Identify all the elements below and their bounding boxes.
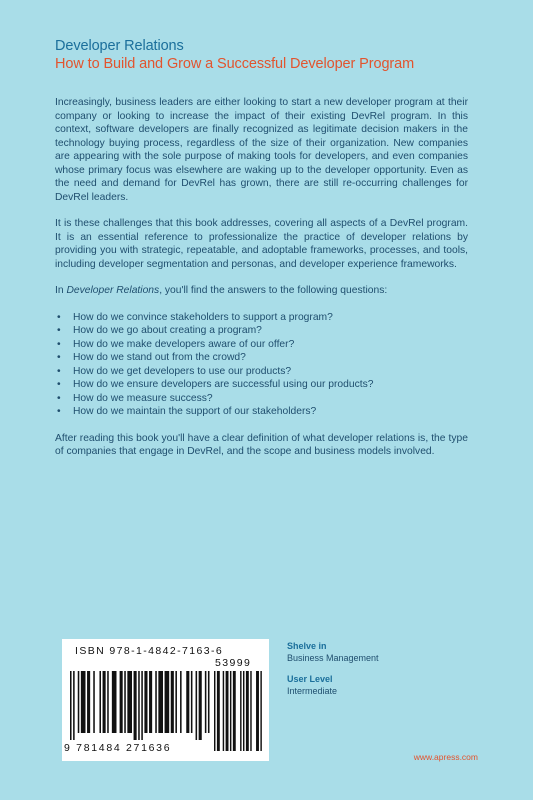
barcode-bar bbox=[138, 671, 140, 740]
user-level-value: Intermediate bbox=[287, 686, 338, 696]
barcode-bar bbox=[260, 671, 261, 751]
barcode-bar bbox=[233, 671, 236, 751]
bullet-icon: • bbox=[57, 311, 61, 323]
barcode-bar bbox=[230, 671, 231, 751]
questions-list bbox=[55, 311, 468, 419]
barcode-bar bbox=[87, 671, 90, 733]
barcode-bar bbox=[223, 671, 224, 751]
barcode-bar bbox=[191, 671, 193, 733]
question-text: How do we ensure developers are successful using our products? bbox=[73, 379, 374, 390]
barcode-bar bbox=[171, 671, 174, 733]
price-code: 53999 bbox=[215, 657, 252, 669]
bullet-icon: • bbox=[57, 406, 61, 417]
barcode-bar bbox=[196, 671, 198, 740]
ean-barcode-bars bbox=[70, 671, 210, 741]
shelving-info bbox=[287, 640, 379, 706]
barcode-bar bbox=[112, 671, 117, 733]
bullet-icon: • bbox=[57, 365, 61, 377]
barcode-bar bbox=[214, 671, 215, 751]
paragraph-1: Increasingly, business leaders are either looking to start a new developer program at their company or looking to increase the impact of their existing DevRel program. In this context, software developers are finally recognized as legitimate decision makers in the technology buying process, regardless of the size of their organization. New companies are appearing with the sole purpose of making tools for developers, and even companies whose primary focus was elsewhere are waking up to the developer opportunity. Even as the need and demand for DevRel has grown, there are still re-occurring challenges for DevRel leaders. bbox=[55, 97, 468, 203]
barcode-bar bbox=[144, 671, 147, 733]
barcode-bar bbox=[134, 671, 137, 740]
question-text: How do we stand out from the crowd? bbox=[73, 352, 246, 363]
list-item bbox=[55, 392, 468, 406]
barcode-bar bbox=[246, 671, 249, 751]
shelve-value: Business Management bbox=[287, 653, 379, 663]
question-text: How do we make developers aware of our offer? bbox=[73, 338, 295, 350]
barcode-bar bbox=[103, 671, 106, 733]
bullet-icon: • bbox=[57, 352, 61, 363]
barcode-bar bbox=[81, 671, 86, 733]
description bbox=[55, 96, 468, 472]
questions-intro-prefix: In bbox=[55, 285, 67, 296]
barcode-bar bbox=[217, 671, 220, 751]
barcode-bar bbox=[158, 671, 163, 733]
closing-paragraph: After reading this book you'll have a clear definition of what developer relations is, the type of companies that engage in DevRel, and the scope and business models involved. bbox=[55, 432, 468, 457]
question-text: How do we measure success? bbox=[73, 392, 213, 404]
barcode-bar bbox=[226, 671, 229, 751]
barcode-bar bbox=[141, 671, 143, 740]
barcode-bar bbox=[93, 671, 95, 733]
barcode-bar bbox=[250, 671, 251, 751]
addon-barcode-bars bbox=[214, 671, 262, 753]
bullet-icon: • bbox=[57, 379, 61, 390]
barcode-bar bbox=[120, 671, 123, 733]
list-item bbox=[55, 351, 468, 365]
paragraph-2: It is these challenges that this book addresses, covering all aspects of a DevRel program. It is an essential reference to professionalize the practice of developer relations by providing you with strategic, repeatable, and adoptable frameworks, processes, and tools, including developer segmentation and personas, and developer experience frameworks. bbox=[55, 218, 468, 270]
book-subtitle: How to Build and Grow a Successful Developer Program bbox=[55, 56, 415, 72]
barcode-bar bbox=[127, 671, 132, 733]
questions-intro-title: Developer Relations bbox=[66, 285, 160, 296]
barcode-bar bbox=[155, 671, 157, 733]
header bbox=[55, 38, 414, 73]
barcode-bar bbox=[99, 671, 101, 733]
list-item bbox=[55, 378, 468, 392]
barcode-digits: 9 781484 271636 bbox=[64, 742, 172, 754]
barcode-bar bbox=[149, 671, 152, 733]
barcode-bar bbox=[205, 671, 207, 733]
barcode-bar bbox=[175, 671, 177, 733]
barcode-bar bbox=[70, 671, 72, 740]
barcode-bar bbox=[243, 671, 244, 751]
list-item bbox=[55, 365, 468, 379]
barcode-bar bbox=[256, 671, 259, 751]
shelve-label: Shelve in bbox=[287, 641, 327, 651]
list-item bbox=[55, 405, 468, 419]
barcode-bar bbox=[186, 671, 189, 733]
bullet-icon: • bbox=[57, 325, 61, 336]
barcode-bar bbox=[165, 671, 170, 733]
barcode-bar bbox=[240, 671, 241, 751]
barcode-bar bbox=[180, 671, 182, 733]
list-item bbox=[55, 324, 468, 338]
questions-intro bbox=[55, 284, 468, 298]
isbn-text: ISBN 978-1-4842-7163-6 bbox=[75, 645, 224, 657]
barcode-bar bbox=[73, 671, 75, 740]
barcode-bar bbox=[78, 671, 80, 733]
question-text: How do we convince stakeholders to support a program? bbox=[73, 311, 333, 323]
bullet-icon: • bbox=[57, 338, 61, 350]
barcode-bar bbox=[208, 671, 210, 733]
question-text: How do we get developers to use our products? bbox=[73, 365, 292, 377]
barcode-bar bbox=[199, 671, 202, 740]
bullet-icon: • bbox=[57, 392, 61, 404]
book-title: Developer Relations bbox=[55, 38, 184, 54]
user-level-label: User Level bbox=[287, 674, 333, 684]
barcode-bar bbox=[124, 671, 126, 733]
list-item bbox=[55, 311, 468, 325]
questions-intro-suffix: , you'll find the answers to the following questions: bbox=[159, 285, 388, 296]
question-text: How do we maintain the support of our stakeholders? bbox=[73, 406, 317, 417]
question-text: How do we go about creating a program? bbox=[73, 325, 262, 336]
barcode-bar bbox=[107, 671, 109, 733]
barcode bbox=[62, 639, 269, 761]
list-item bbox=[55, 338, 468, 352]
publisher-website: www.apress.com bbox=[413, 752, 478, 762]
